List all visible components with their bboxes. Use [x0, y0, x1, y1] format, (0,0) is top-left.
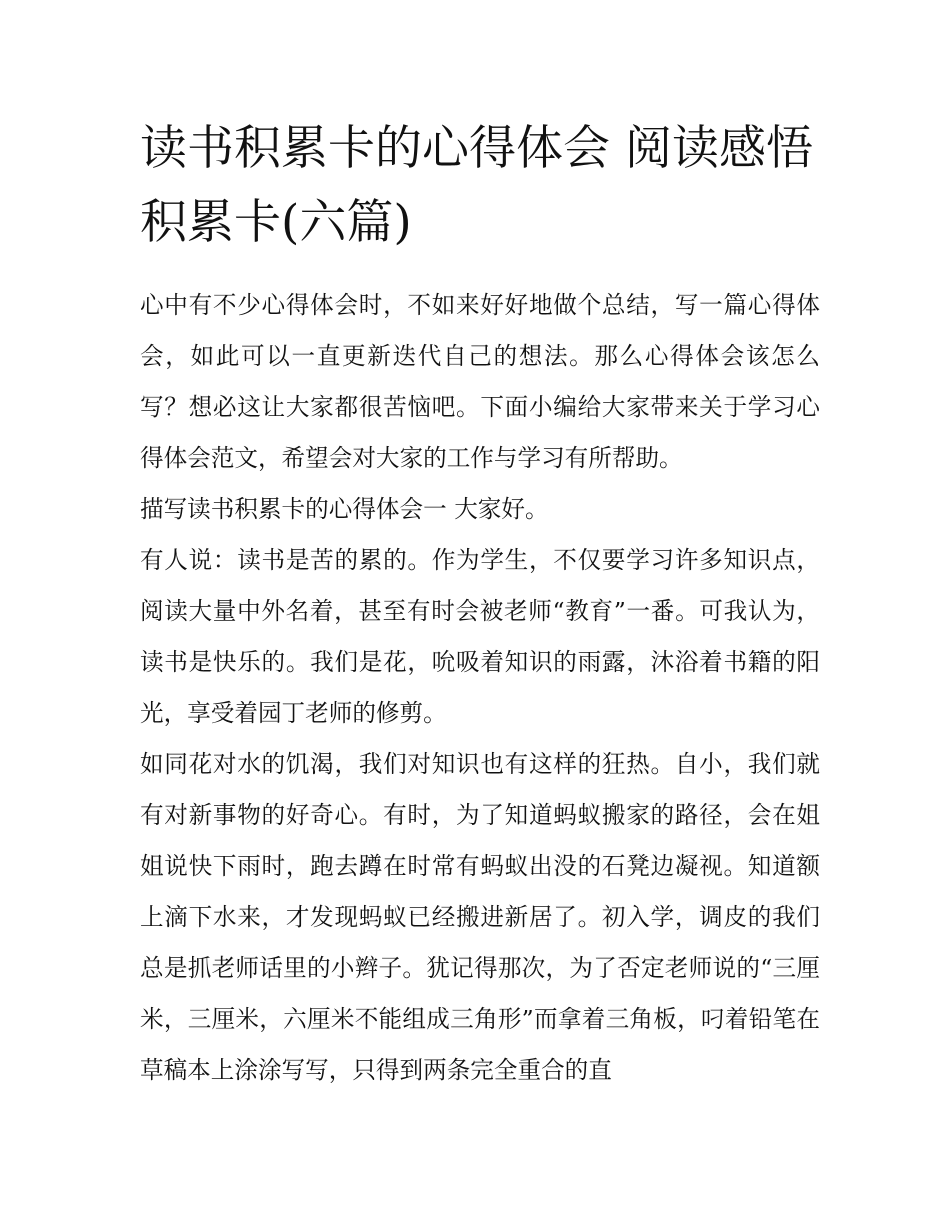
document-page — [140, 112, 820, 1096]
paragraph-section-heading: 描写读书积累卡的心得体会一 大家好。 — [140, 495, 549, 523]
document-title: 读书积累卡的心得体会 阅读感悟积累卡(六篇) — [140, 121, 813, 250]
paragraph-intro: 心中有不少心得体会时，不如来好好地做个总结，写一篇心得体会，如此可以一直更新迭代自己的想法。那么心得体会该怎么写？想必这让大家都很苦恼吧。下面小编给大家带来关于学习心得体会范文，希望会对大家的工作与学习有所帮助。 — [140, 291, 820, 472]
paragraph-body-2: 如同花对水的饥渴，我们对知识也有这样的狂热。自小，我们就有对新事物的好奇心。有时，为了知道蚂蚁搬家的路径，会在姐姐说快下雨时，跑去蹲在时常有蚂蚁出没的石凳边凝视。知道额上滴下水来，才发现蚂蚁已经搬进新居了。初入学，调皮的我们总是抓老师话里的小辫子。犹记得那次，为了否定老师说的“三厘米，三厘米，六厘米不能组成三角形”而拿着三角板，叼着铅笔在草稿本上涂涂写写，只得到两条完全重合的直 — [140, 750, 820, 1084]
paragraph-body-1: 有人说：读书是苦的累的。作为学生，不仅要学习许多知识点，阅读大量中外名着，甚至有时会被老师“教育”一番。可我认为，读书是快乐的。我们是花，吮吸着知识的雨露，沐浴着书籍的阳光，享受着园丁老师的修剪。 — [140, 546, 820, 727]
